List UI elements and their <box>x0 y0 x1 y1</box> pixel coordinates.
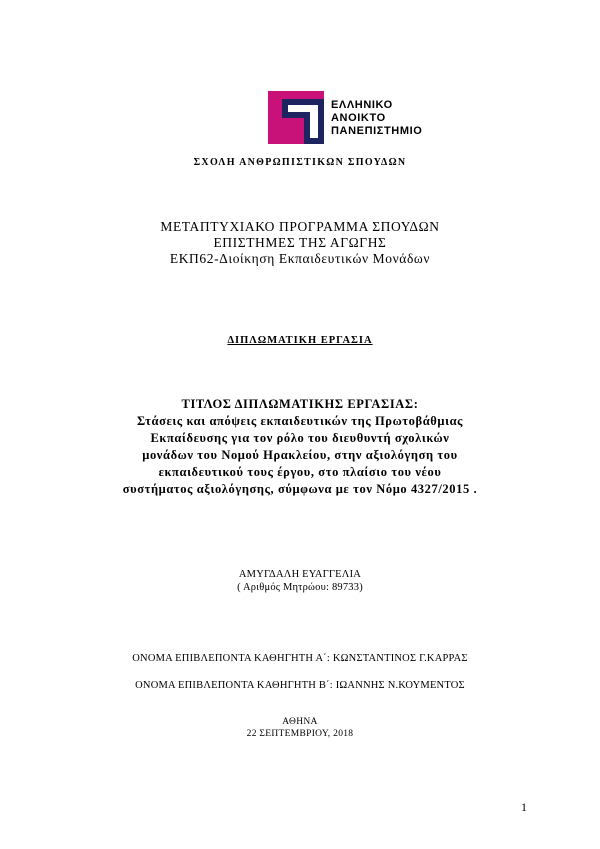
place: ΑΘΗΝΑ <box>282 717 318 727</box>
program-line: ΜΕΤΑΠΤΥΧΙΑΚΟ ΠΡΟΓΡΑΜΜΑ ΣΠΟΥΔΩΝ <box>160 219 440 234</box>
thesis-title-line: Εκπαίδευσης για τον ρόλο του διευθυντή σχολικών <box>150 431 450 445</box>
thesis-title-heading: ΤΙΤΛΟΣ ΔΙΠΛΩΜΑΤΙΚΗΣ ΕΡΓΑΣΙΑΣ: <box>181 397 419 411</box>
thesis-title-line: μονάδων του Νομού Ηρακλείου, στην αξιολόγηση του <box>142 448 458 462</box>
program-line: ΕΠΙΣΤΗΜΕΣ ΤΗΣ ΑΓΩΓΗΣ <box>213 235 387 250</box>
university-name-line: ΕΛΛΗΝΙΚΟ <box>331 99 393 111</box>
thesis-title <box>0 396 600 498</box>
thesis-title-line: εκπαιδευτικού τους έργου, στο πλαίσιο του νέου <box>158 465 442 479</box>
supervisor-a: ΟΝΟΜΑ ΕΠΙΒΛΕΠΟΝΤΑ ΚΑΘΗΓΗΤΗ Α΄: ΚΩΝΣΤΑΝΤΙΝΟΣ Γ.ΚΑΡΡΑΣ <box>132 653 468 664</box>
place-date-block <box>0 716 600 740</box>
university-name <box>331 99 422 138</box>
date: 22 ΣΕΠΤΕΜΒΡΙΟΥ, 2018 <box>246 729 354 739</box>
program-block <box>0 219 600 267</box>
university-name-line: ΠΑΝΕΠΙΣΤΗΜΙΟ <box>331 125 423 137</box>
author-block <box>0 568 600 594</box>
author-name: ΑΜΥΓΔΑΛΗ ΕΥΑΓΓΕΛΙΑ <box>238 569 362 580</box>
program-line: ΕΚΠ62-Διοίκηση Εκπαιδευτικών Μονάδων <box>169 251 431 266</box>
thesis-title-line: συστήματος αξιολόγησης, σύμφωνα με τον Νόμο 4327/2015 . <box>122 482 478 496</box>
university-name-line: ΑΝΟΙΚΤΟ <box>331 112 386 124</box>
supervisor-b: ΟΝΟΜΑ ΕΠΙΒΛΕΠΟΝΤΑ ΚΑΘΗΓΗΤΗ Β΄: ΙΩΑΝΝΗΣ Ν.ΚΟΥΜΕΝΤΟΣ <box>135 680 465 691</box>
school-name: ΣΧΟΛΗ ΑΝΘΡΩΠΙΣΤΙΚΩΝ ΣΠΟΥΔΩΝ <box>193 157 407 168</box>
eap-university-logo-icon <box>268 91 324 144</box>
author-registration: ( Αριθμός Μητρώου: 89733) <box>237 582 363 593</box>
thesis-title-line: Στάσεις και απόψεις εκπαιδευτικών της Πρωτοβάθμιας <box>136 414 464 428</box>
thesis-label: ΔΙΠΛΩΜΑΤΙΚΗ ΕΡΓΑΣΙΑ <box>227 335 373 346</box>
page-number: 1 <box>521 800 527 814</box>
